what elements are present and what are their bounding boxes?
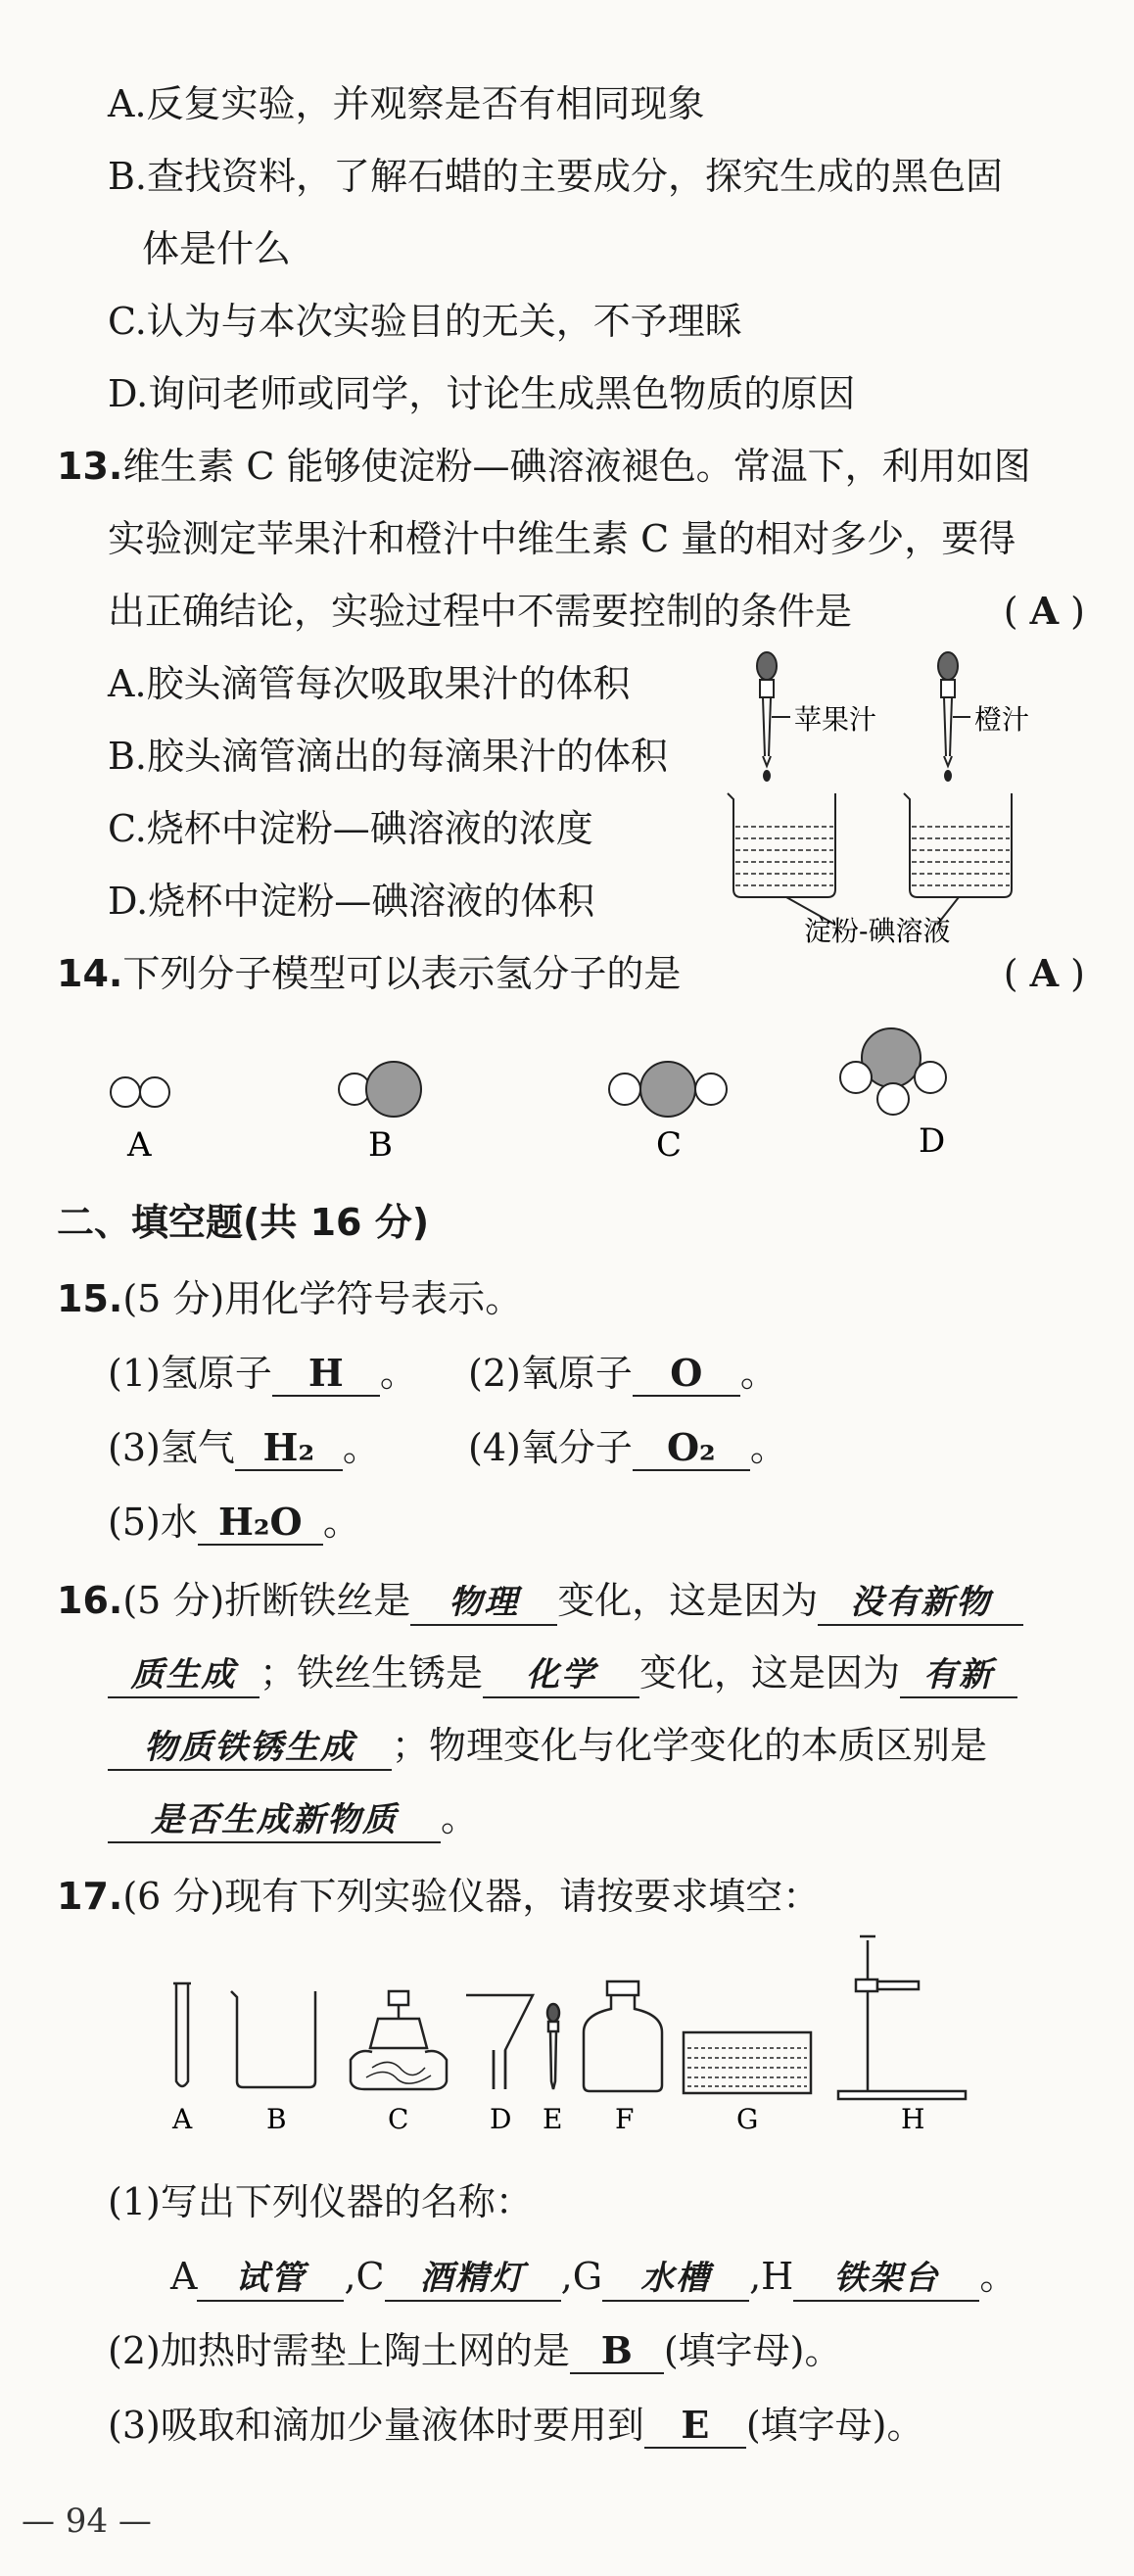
q17-sub1: (1)写出下列仪器的名称： bbox=[108, 2180, 533, 2223]
q15-item-4-label: (4)氧分子 bbox=[468, 1426, 633, 1469]
water-trough-icon bbox=[684, 2032, 811, 2093]
label-orange-juice: 橙汁 bbox=[974, 703, 1030, 736]
q16-answer3: 化学 bbox=[483, 1653, 639, 1698]
q13-stem-text1: 维生素 C 能够使淀粉—碘溶液褪色。常温下，利用如图 bbox=[122, 445, 1031, 488]
q17-sub2: (2)加热时需垫上陶土网的是 B (填字母)。 bbox=[108, 2328, 842, 2372]
q15-item-3: (3)氢气 H₂ 。 bbox=[108, 1425, 380, 1469]
q16-number: 16. bbox=[57, 1579, 123, 1622]
q15-number: 15. bbox=[57, 1277, 123, 1320]
dropper-icon bbox=[547, 2004, 559, 2089]
instrument-label-g: G bbox=[736, 2103, 759, 2135]
q15-item-1-label: (1)氢原子 bbox=[108, 1352, 272, 1395]
q13-option-b: B.胶头滴管滴出的每滴果汁的体积 bbox=[108, 735, 669, 778]
instrument-label-b: B bbox=[266, 2103, 287, 2135]
q17-sub3-hint: (填字母) bbox=[745, 2404, 887, 2447]
q17-stem bbox=[57, 1871, 820, 1922]
molecule-a-icon bbox=[111, 1077, 169, 1107]
q17-name-g-answer: 水槽 bbox=[602, 2257, 749, 2302]
q16-line4: 是否生成新物质 。 bbox=[108, 1792, 478, 1843]
q17-name-a-answer: 试管 bbox=[197, 2257, 344, 2302]
label-starch-iodine: 淀粉-碘溶液 bbox=[804, 915, 951, 947]
instrument-label-d: D bbox=[490, 2103, 512, 2135]
instrument-label-f: F bbox=[615, 2103, 635, 2135]
q13-option-c: C.烧杯中淀粉—碘溶液的浓度 bbox=[108, 807, 593, 850]
q12-option-c: C.认为与本次实验目的无关，不予理睬 bbox=[108, 300, 742, 343]
q17-sub2-answer: B bbox=[570, 2329, 664, 2374]
q13-figure bbox=[720, 646, 1053, 947]
dropper-right-icon bbox=[938, 652, 970, 781]
reagent-bottle-icon bbox=[584, 1981, 662, 2091]
q16-answer2-part1: 没有新物 bbox=[818, 1581, 1023, 1626]
label-apple-juice: 苹果汁 bbox=[794, 703, 877, 736]
q16-line2 bbox=[108, 1647, 1017, 1698]
q14-answer: A bbox=[1029, 951, 1060, 995]
q16-text2: 变化，这是因为 bbox=[557, 1579, 819, 1622]
q17-sub2-text: (2)加热时需垫上陶土网的是 bbox=[108, 2329, 570, 2372]
alcohol-lamp-icon bbox=[351, 1991, 447, 2089]
q14-label-c: C bbox=[656, 1125, 683, 1165]
q16-line3 bbox=[108, 1720, 987, 1771]
q13-answer: A bbox=[1029, 589, 1060, 633]
q12-option-b-cont: 体是什么 bbox=[142, 227, 292, 270]
q13-stem-line2: 实验测定苹果汁和橙汁中维生素 C 量的相对多少，要得 bbox=[108, 517, 1016, 560]
q15-item-4-answer: O₂ bbox=[633, 1426, 750, 1471]
q13-option-d: D.烧杯中淀粉—碘溶液的体积 bbox=[108, 880, 595, 923]
q17-name-c-letter: C bbox=[355, 2255, 385, 2298]
q15-item-2-answer: O bbox=[633, 1352, 740, 1397]
beaker-left-icon bbox=[728, 793, 835, 925]
q16-text3: ；铁丝生锈是 bbox=[260, 1651, 484, 1694]
q12-option-b: B.查找资料，了解石蜡的主要成分，探究生成的黑色固 bbox=[108, 155, 1004, 198]
q17-names-line: A 试管 ,C 酒精灯 ,G 水槽 ,H 铁架台 。 bbox=[170, 2251, 1016, 2302]
q14-label-b: B bbox=[368, 1125, 393, 1165]
instrument-label-c: C bbox=[388, 2103, 409, 2135]
q15-stem-text: (5 分)用化学符号表示。 bbox=[122, 1277, 523, 1320]
q16-answer5: 是否生成新物质 bbox=[108, 1798, 441, 1843]
iron-stand-icon bbox=[838, 1936, 966, 2099]
q17-name-a-letter: A bbox=[170, 2255, 198, 2298]
q16-text1: (5 分)折断铁丝是 bbox=[122, 1579, 411, 1622]
q14-stem bbox=[57, 948, 681, 999]
q14-answer-bracket: ( A ) bbox=[1003, 951, 1085, 995]
dropper-left-icon bbox=[757, 652, 790, 781]
q17-sub3-answer: E bbox=[644, 2404, 746, 2449]
q16-text5: ；物理变化与化学变化的本质区别是 bbox=[392, 1724, 988, 1767]
page-number: — 94 — bbox=[22, 2502, 152, 2541]
q15-item-5-answer: H₂O bbox=[198, 1501, 323, 1546]
q14-label-d: D bbox=[919, 1121, 946, 1161]
q16-answer1: 物理 bbox=[410, 1581, 557, 1626]
q17-name-c-answer: 酒精灯 bbox=[385, 2257, 561, 2302]
q17-number: 17. bbox=[57, 1875, 123, 1918]
q14-stem-text: 下列分子模型可以表示氢分子的是 bbox=[122, 952, 682, 995]
q17-instruments bbox=[147, 1934, 999, 2135]
q17-sub3-text: (3)吸取和滴加少量液体时要用到 bbox=[108, 2404, 644, 2447]
q15-item-1: (1)氢原子 H 。 bbox=[108, 1351, 417, 1395]
q17-stem-text: (6 分)现有下列实验仪器，请按要求填空： bbox=[122, 1875, 821, 1918]
q12-option-d: D.询问老师或同学，讨论生成黑色物质的原因 bbox=[108, 372, 856, 415]
q13-option-a: A.胶头滴管每次吸取果汁的体积 bbox=[108, 662, 631, 705]
q13-answer-bracket: ( A ) bbox=[1003, 589, 1085, 633]
section-2-title: 二、填空题(共 16 分) bbox=[57, 1201, 430, 1244]
q17-name-h-letter: H bbox=[761, 2255, 794, 2298]
q15-item-5-label: (5)水 bbox=[108, 1501, 198, 1544]
q15-item-5: (5)水 H₂O 。 bbox=[108, 1500, 360, 1544]
q12-option-a: A.反复实验，并观察是否有相同现象 bbox=[108, 82, 705, 125]
test-tube-icon bbox=[173, 1983, 191, 2086]
q16-answer2-part2: 质生成 bbox=[108, 1653, 260, 1698]
instrument-label-e: E bbox=[543, 2103, 563, 2135]
instrument-label-a: A bbox=[172, 2103, 193, 2135]
q17-name-h-answer: 铁架台 bbox=[793, 2257, 979, 2302]
q13-stem-line3: 出正确结论，实验过程中不需要控制的条件是 bbox=[108, 590, 853, 633]
q14-molecule-models bbox=[98, 1019, 1018, 1185]
q17-name-g-letter: G bbox=[572, 2255, 603, 2298]
molecule-c-icon bbox=[609, 1062, 727, 1117]
q17-sub2-hint: (填字母) bbox=[663, 2329, 805, 2372]
q17-sub3: (3)吸取和滴加少量液体时要用到 E (填字母)。 bbox=[108, 2403, 924, 2447]
q15-item-1-answer: H bbox=[272, 1352, 380, 1397]
q15-item-3-label: (3)氢气 bbox=[108, 1426, 235, 1469]
funnel-icon bbox=[466, 1995, 533, 2089]
instrument-label-h: H bbox=[901, 2103, 925, 2135]
q14-label-a: A bbox=[127, 1125, 152, 1165]
q15-item-2: (2)氧原子 O 。 bbox=[468, 1351, 778, 1395]
q14-number: 14. bbox=[57, 952, 123, 995]
q16-answer4-part1: 有新 bbox=[900, 1653, 1017, 1698]
q16-answer4-part2: 物质铁锈生成 bbox=[108, 1726, 392, 1771]
q15-item-2-label: (2)氧原子 bbox=[468, 1352, 633, 1395]
q13-stem-line1 bbox=[57, 441, 1031, 492]
q13-number: 13. bbox=[57, 445, 123, 488]
q15-stem bbox=[57, 1273, 522, 1324]
q16-line1 bbox=[57, 1575, 1023, 1626]
beaker-icon bbox=[231, 1991, 315, 2087]
q16-text4: 变化，这是因为 bbox=[639, 1651, 901, 1694]
beaker-right-icon bbox=[904, 793, 1012, 925]
molecule-b-icon bbox=[339, 1062, 421, 1117]
q15-item-3-answer: H₂ bbox=[235, 1426, 343, 1471]
molecule-d-icon bbox=[840, 1028, 946, 1115]
q15-item-4: (4)氧分子 O₂ 。 bbox=[468, 1425, 787, 1469]
